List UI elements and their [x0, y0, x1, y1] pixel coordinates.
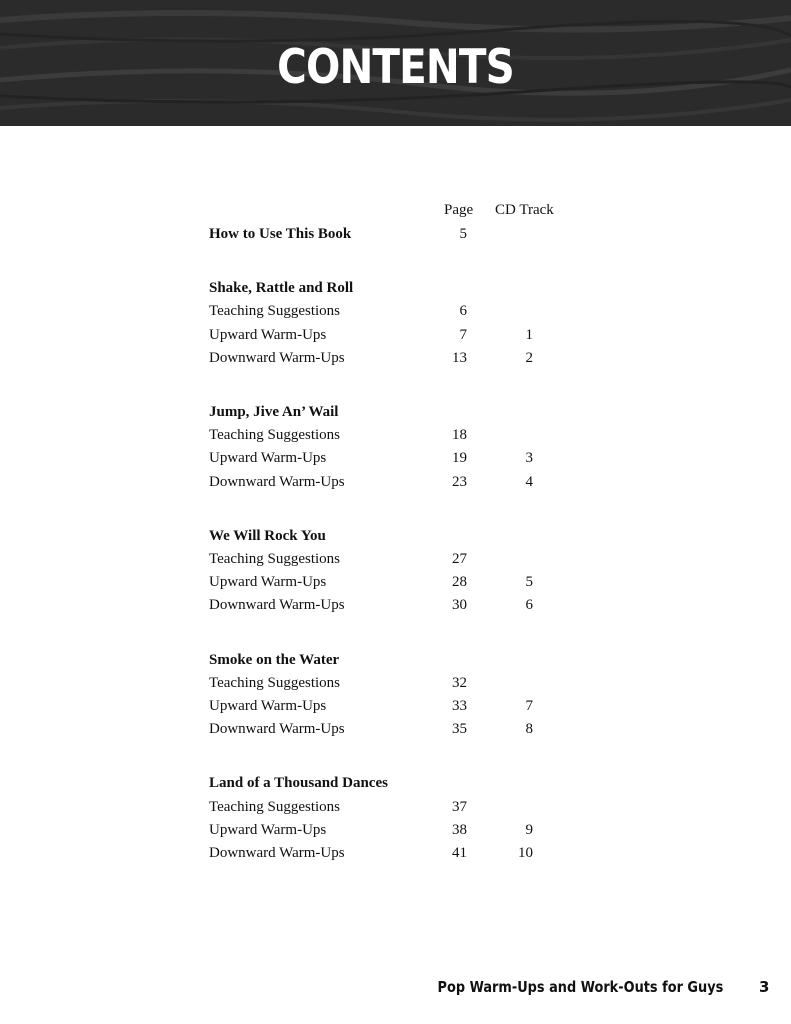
toc-entry-row [209, 450, 549, 470]
track-column-header: CD Track [495, 202, 554, 218]
toc-entry-row [209, 675, 549, 695]
entry-title: Downward Warm-Ups [209, 845, 345, 861]
entry-cd-track: 1 [525, 326, 533, 343]
entry-cd-track: 7 [525, 698, 533, 714]
footer-page-number: 3 [759, 978, 770, 996]
entry-cd-track: 10 [518, 845, 533, 861]
toc-entry-row [209, 474, 549, 494]
entry-title: Upward Warm-Ups [209, 698, 327, 714]
entry-page-number: 27 [452, 551, 467, 567]
entry-title: Upward Warm-Ups [209, 574, 327, 591]
entry-page-number: 38 [452, 821, 467, 838]
entry-title: Downward Warm-Ups [209, 473, 345, 490]
page-title: CONTENTS [277, 40, 514, 95]
section-title: Land of a Thousand Dances [209, 775, 388, 792]
entry-cd-track: 2 [525, 349, 533, 366]
entry-title: Teaching Suggestions [209, 674, 341, 691]
toc-section-row [209, 280, 549, 300]
entry-title: Teaching Suggestions [209, 427, 341, 444]
entry-cd-track: 6 [525, 597, 533, 614]
toc-entry-row [209, 698, 549, 718]
toc-entry-row [209, 799, 549, 819]
entry-page-number: 32 [452, 674, 467, 691]
toc-section-row [209, 226, 549, 246]
entry-title: Teaching Suggestions [209, 303, 341, 320]
entry-title: Upward Warm-Ups [209, 326, 327, 343]
toc-entry-row [209, 350, 549, 370]
section-title: How to Use This Book [209, 226, 352, 242]
toc-entry-row [209, 597, 549, 617]
footer-book-title: Pop Warm-Ups and Work-Outs for Guys [437, 978, 723, 996]
entry-title: Teaching Suggestions [209, 551, 341, 567]
toc-section-row [209, 652, 549, 672]
entry-cd-track: 9 [525, 821, 533, 838]
entry-cd-track: 8 [525, 721, 533, 738]
entry-cd-track: 3 [525, 450, 533, 467]
entry-page-number: 13 [452, 349, 467, 366]
entry-page-number: 33 [452, 698, 467, 714]
toc-entry-row [209, 327, 549, 347]
entry-title: Downward Warm-Ups [209, 721, 345, 738]
entry-page-number: 18 [452, 427, 467, 444]
toc-section-row [209, 528, 549, 548]
toc-section-row [209, 775, 549, 795]
entry-title: Upward Warm-Ups [209, 821, 327, 838]
toc-entry-row [209, 551, 549, 571]
section-title: Jump, Jive An’ Wail [209, 404, 339, 420]
section-title: Shake, Rattle and Roll [209, 280, 354, 297]
toc-entry-row [209, 721, 549, 741]
entry-title: Upward Warm-Ups [209, 450, 327, 467]
entry-cd-track: 5 [525, 574, 533, 591]
entry-page-number: 23 [452, 473, 467, 490]
section-title: We Will Rock You [209, 527, 326, 544]
toc-entry-row [209, 822, 549, 842]
entry-page-number: 37 [452, 798, 467, 815]
page-column-header: Page [444, 202, 474, 218]
entry-page-number: 28 [452, 574, 467, 591]
entry-page-number: 41 [452, 845, 467, 861]
toc-section-row [209, 404, 549, 424]
entry-title: Teaching Suggestions [209, 798, 341, 815]
entry-page-number: 5 [459, 226, 467, 242]
entry-page-number: 30 [452, 597, 467, 614]
entry-cd-track: 4 [525, 473, 533, 490]
section-title: Smoke on the Water [209, 651, 340, 668]
entry-page-number: 6 [459, 303, 467, 320]
toc-entry-row [209, 845, 549, 865]
toc-entry-row [209, 574, 549, 594]
toc-entry-row [209, 303, 549, 323]
entry-page-number: 7 [459, 326, 467, 343]
entry-title: Downward Warm-Ups [209, 597, 345, 614]
entry-page-number: 19 [452, 450, 467, 467]
entry-page-number: 35 [452, 721, 467, 738]
toc-entry-row [209, 427, 549, 447]
entry-title: Downward Warm-Ups [209, 349, 345, 366]
